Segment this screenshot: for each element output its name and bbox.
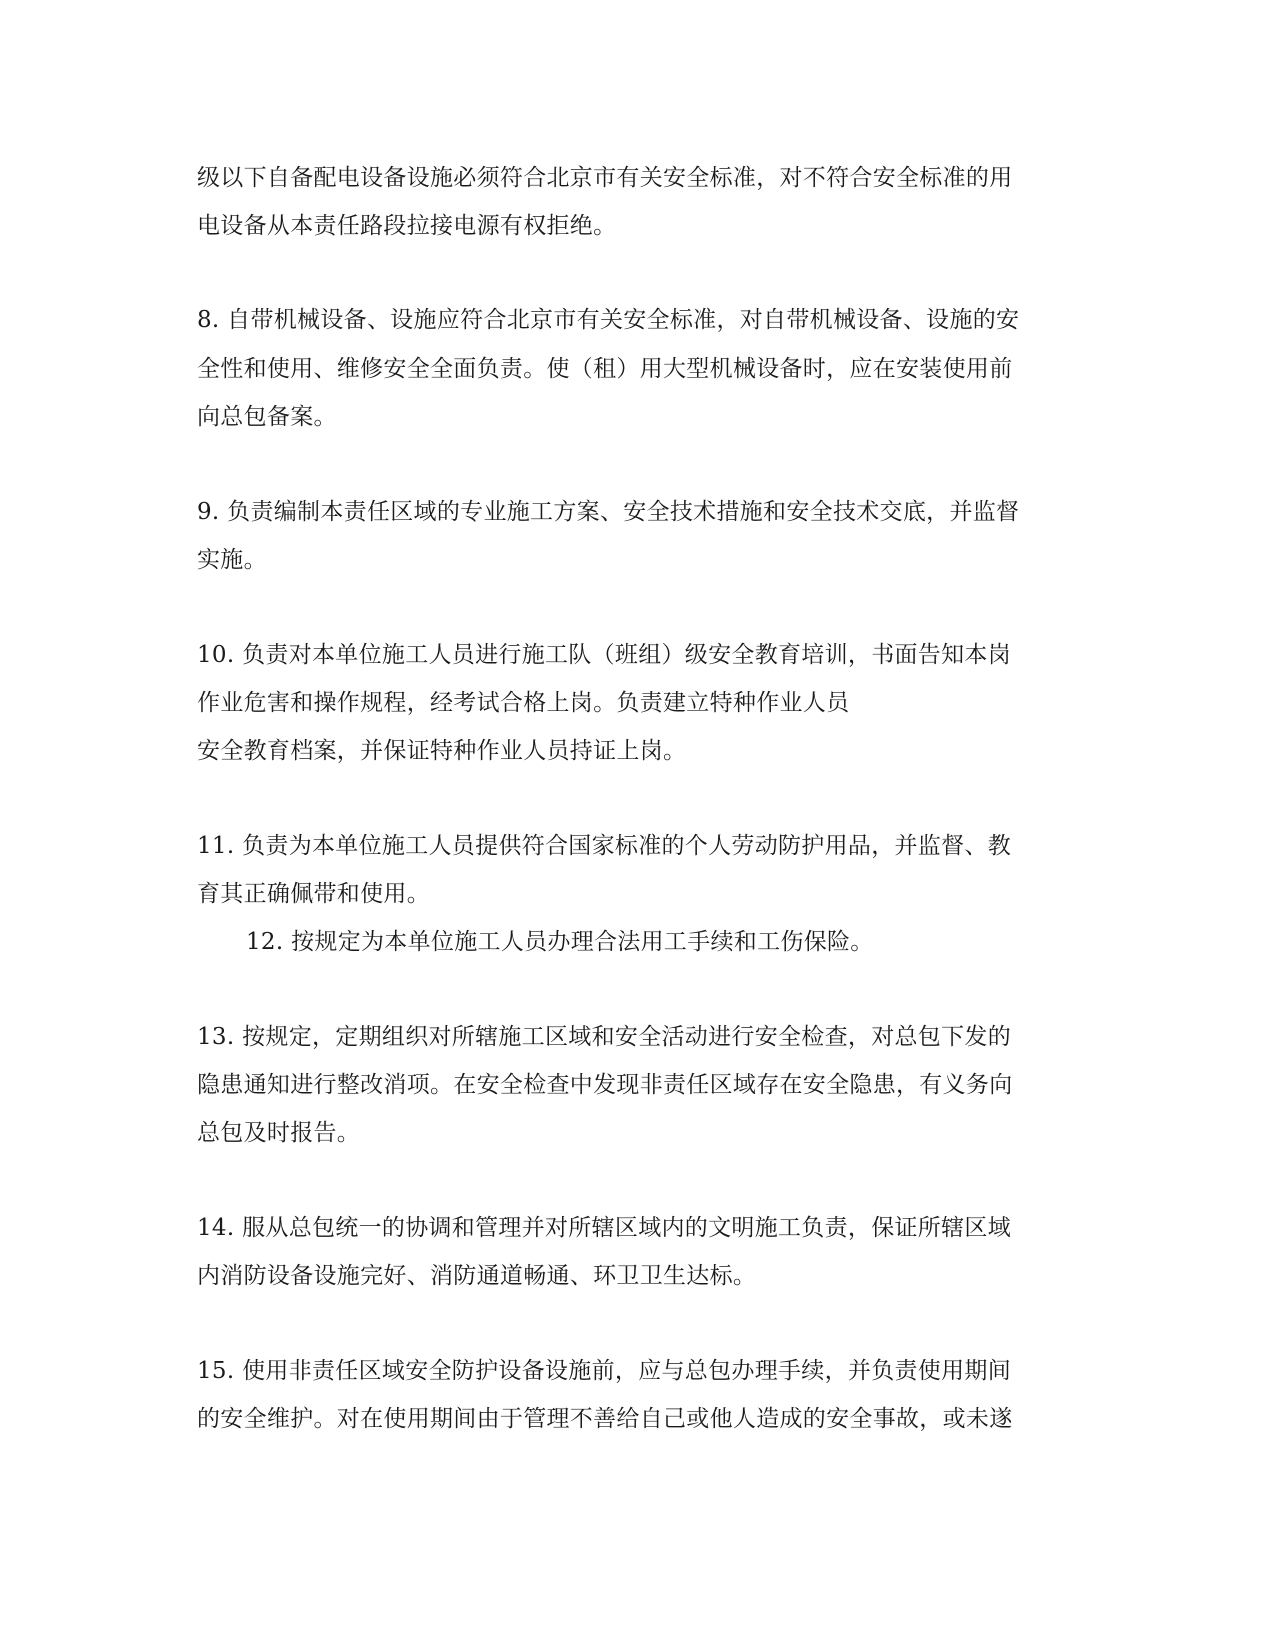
text-line: 安全教育档案，并保证特种作业人员持证上岗。 <box>197 738 687 764</box>
text-line: 向总包备案。 <box>197 404 337 430</box>
text-line: 10. 负责对本单位施工人员进行施工队（班组）级安全教育培训，书面告知本岗 <box>197 642 1011 668</box>
text-line: 13. 按规定，定期组织对所辖施工区域和安全活动进行安全检查，对总包下发的 <box>197 1024 1011 1050</box>
text-line: 11. 负责为本单位施工人员提供符合国家标准的个人劳动防护用品，并监督、教 <box>197 833 1011 859</box>
text-line: 15. 使用非责任区域安全防护设备设施前，应与总包办理手续，并负责使用期间 <box>197 1358 1011 1384</box>
text-line: 电设备从本责任路段拉接电源有权拒绝。 <box>197 213 617 239</box>
text-line: 9. 负责编制本责任区域的专业施工方案、安全技术措施和安全技术交底，并监督 <box>197 499 1020 525</box>
text-line: 的安全维护。对在使用期间由于管理不善给自己或他人造成的安全事故，或未遂 <box>197 1406 1013 1432</box>
text-line: 12. 按规定为本单位施工人员办理合法用工手续和工伤保险。 <box>246 929 874 955</box>
text-line: 总包及时报告。 <box>197 1120 361 1146</box>
text-line: 隐患通知进行整改消项。在安全检查中发现非责任区域存在安全隐患，有义务向 <box>197 1072 1013 1098</box>
text-line: 内消防设备设施完好、消防通道畅通、环卫卫生达标。 <box>197 1263 757 1289</box>
text-line: 14. 服从总包统一的协调和管理并对所辖区域内的文明施工负责，保证所辖区域 <box>197 1215 1011 1241</box>
text-line: 全性和使用、维修安全全面负责。使（租）用大型机械设备时，应在安装使用前 <box>197 356 1013 382</box>
text-line: 8. 自带机械设备、设施应符合北京市有关安全标准，对自带机械设备、设施的安 <box>197 307 1020 333</box>
text-line: 级以下自备配电设备设施必须符合北京市有关安全标准，对不符合安全标准的用 <box>197 165 1013 191</box>
text-line: 作业危害和操作规程，经考试合格上岗。负责建立特种作业人员 <box>197 690 850 716</box>
text-line: 育其正确佩带和使用。 <box>197 881 430 907</box>
text-line: 实施。 <box>197 547 267 573</box>
